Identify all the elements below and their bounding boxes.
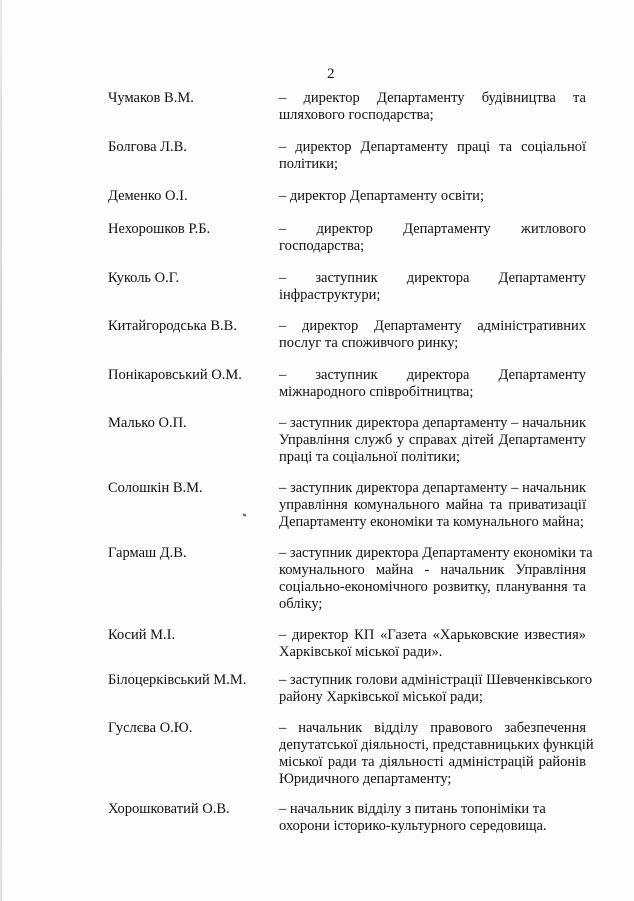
position-description — [279, 367, 586, 401]
person-name: Болгова Л.В. — [108, 139, 187, 155]
person-name: Хорошковатий О.В. — [108, 801, 230, 817]
scan-edge — [0, 0, 2, 901]
description-line: комунального майна - начальник Управління — [279, 562, 586, 578]
description-line: – начальник відділу з питань топоніміки та — [279, 801, 546, 817]
description-line: – заступник директора Департаменту — [279, 270, 586, 286]
person-name: Куколь О.Г. — [108, 270, 180, 286]
description-line: – директор Департаменту адміністративних — [279, 318, 586, 334]
position-description — [279, 270, 586, 304]
description-line: району Харківської міської ради; — [279, 689, 483, 705]
description-line: політики; — [279, 156, 339, 172]
position-description — [279, 139, 586, 173]
description-line: – директор КП «Газета «Харьковские известия» — [279, 627, 586, 643]
description-line: – директор Департаменту праці та соціальної — [279, 139, 586, 155]
description-line: – директор Департаменту будівництва та — [279, 90, 586, 106]
person-name: Понікаровський О.М. — [108, 367, 242, 383]
description-line: – начальник відділу правового забезпечення — [279, 720, 586, 736]
description-line: – заступник директора департаменту – начальник — [279, 480, 586, 496]
person-name: Косий М.І. — [108, 627, 176, 643]
person-name: Китайгородська В.В. — [108, 318, 237, 334]
description-line: Харківської міської ради». — [279, 644, 443, 660]
position-description — [279, 188, 586, 205]
person-name: Солошкін В.М. — [108, 480, 203, 496]
page-number: 2 — [327, 66, 335, 82]
scan-speck — [243, 513, 247, 516]
position-description — [279, 627, 586, 661]
description-line: Департаменту економіки та комунального майна; — [279, 514, 584, 530]
description-line: управління комунального майна та приватизації — [279, 497, 586, 513]
person-name: Нехорошков Р.Б. — [108, 221, 211, 237]
person-name: Білоцерківський М.М. — [108, 672, 247, 688]
description-line: обліку; — [279, 596, 323, 612]
description-line: міської ради та діяльності адміністрацій районів — [279, 754, 586, 770]
description-line: міжнародного співробітництва; — [279, 384, 474, 400]
description-line: депутатської діяльності, представницьких функцій — [279, 737, 594, 753]
description-line: – заступник директора Департаменту — [279, 367, 586, 383]
description-line: соціально-економічного розвитку, планування та — [279, 579, 586, 595]
description-line: Управління служб у справах дітей Департаменту — [279, 432, 586, 448]
position-description — [279, 415, 586, 466]
description-line: інфраструктури; — [279, 287, 381, 303]
description-line: – директор Департаменту освіти; — [279, 188, 484, 204]
description-line: – заступник директора департаменту – начальник — [279, 415, 586, 431]
person-name: Гуслєва О.Ю. — [108, 720, 193, 736]
position-description — [279, 801, 586, 835]
description-line: – заступник голови адміністрації Шевченківського — [279, 672, 593, 688]
description-line: господарства; — [279, 238, 365, 254]
description-line: Юридичного департаменту; — [279, 771, 452, 787]
description-line: шляхового господарства; — [279, 107, 434, 123]
position-description — [279, 221, 586, 255]
position-description — [279, 318, 586, 352]
description-line: послуг та споживчого ринку; — [279, 335, 459, 351]
person-name: Чумаков В.М. — [108, 90, 194, 106]
description-line: охорони історико-культурного середовища. — [279, 818, 547, 834]
position-description — [279, 720, 594, 788]
description-line: – заступник директора Департаменту економіки та — [279, 545, 593, 561]
person-name: Деменко О.І. — [108, 188, 188, 204]
description-line: праці та соціальної політики; — [279, 449, 460, 465]
position-description — [279, 480, 586, 531]
position-description — [279, 545, 593, 613]
person-name: Малько О.П. — [108, 415, 187, 431]
position-description — [279, 672, 593, 706]
person-name: Гармаш Д.В. — [108, 545, 187, 561]
position-description — [279, 90, 586, 124]
description-line: – директор Департаменту житлового — [279, 221, 586, 237]
